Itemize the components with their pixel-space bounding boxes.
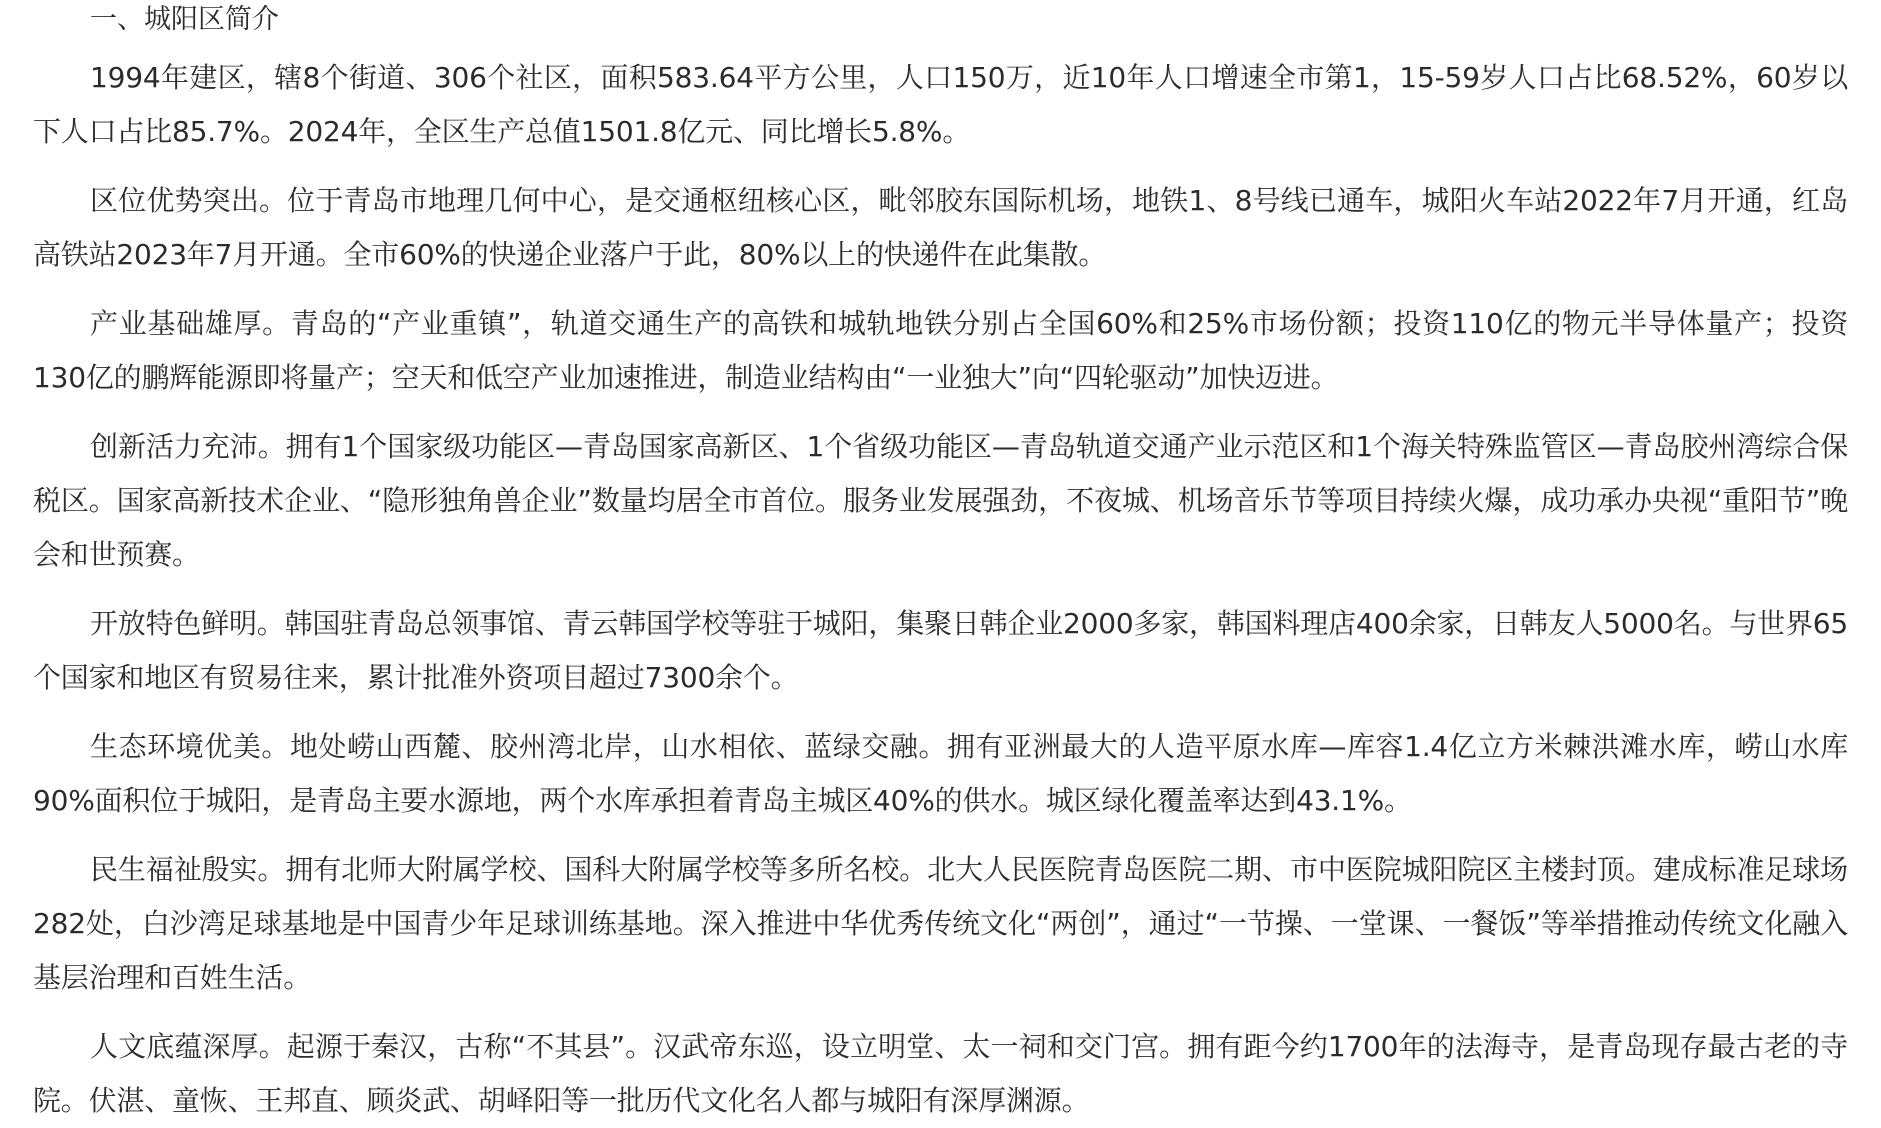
paragraph-openness: 开放特色鲜明。韩国驻青岛总领事馆、青云韩国学校等驻于城阳，集聚日韩企业2000多家，韩国料理店400余家，日韩友人5000名。与世界65个国家和地区有贸易往来，累计批准外资项目超过7300余个。 [33, 607, 1848, 694]
article [33, 0, 1848, 1128]
paragraph-innovation: 创新活力充沛。拥有1个国家级功能区—青岛国家高新区、1个省级功能区—青岛轨道交通产业示范区和1个海关特殊监管区—青岛胶州湾综合保税区。国家高新技术企业、“隐形独角兽企业”数量均居全市首位。服务业发展强劲，不夜城、机场音乐节等项目持续火爆，成功承办央视“重阳节”晚会和世预赛。 [33, 430, 1848, 571]
paragraph-livelihood: 民生福祉殷实。拥有北师大附属学校、国科大附属学校等多所名校。北大人民医院青岛医院二期、市中医院城阳院区主楼封顶。建成标准足球场282处，白沙湾足球基地是中国青少年足球训练基地。深入推进中华优秀传统文化“两创”，通过“一节操、一堂课、一餐饭”等举措推动传统文化融入基层治理和百姓生活。 [33, 853, 1848, 994]
section-heading: 一、城阳区简介 [90, 4, 279, 35]
paragraph-location: 区位优势突出。位于青岛市地理几何中心，是交通枢纽核心区，毗邻胶东国际机场，地铁1、8号线已通车，城阳火车站2022年7月开通，红岛高铁站2023年7月开通。全市60%的快递企业落户于此，80%以上的快递件在此集散。 [33, 184, 1848, 271]
paragraph-culture: 人文底蕴深厚。起源于秦汉，古称“不其县”。汉武帝东巡，设立明堂、太一祠和交门宫。拥有距今约1700年的法海寺，是青岛现存最古老的寺院。伏湛、童恢、王邦直、顾炎武、胡峄阳等一批历代文化名人都与城阳有深厚渊源。 [33, 1030, 1848, 1117]
paragraph-overview: 1994年建区，辖8个街道、306个社区，面积583.64平方公里，人口150万，近10年人口增速全市第1，15-59岁人口占比68.52%，60岁以下人口占比85.7%。2024年，全区生产总值1501.8亿元、同比增长5.8%。 [33, 61, 1848, 148]
paragraph-industry: 产业基础雄厚。青岛的“产业重镇”，轨道交通生产的高铁和城轨地铁分别占全国60%和25%市场份额；投资110亿的物元半导体量产；投资130亿的鹏辉能源即将量产；空天和低空产业加速推进，制造业结构由“一业独大”向“四轮驱动”加快迈进。 [33, 307, 1848, 394]
paragraph-ecology: 生态环境优美。地处崂山西麓、胶州湾北岸，山水相依、蓝绿交融。拥有亚洲最大的人造平原水库—库容1.4亿立方米棘洪滩水库，崂山水库90%面积位于城阳，是青岛主要水源地，两个水库承担着青岛主城区40%的供水。城区绿化覆盖率达到43.1%。 [33, 730, 1848, 817]
